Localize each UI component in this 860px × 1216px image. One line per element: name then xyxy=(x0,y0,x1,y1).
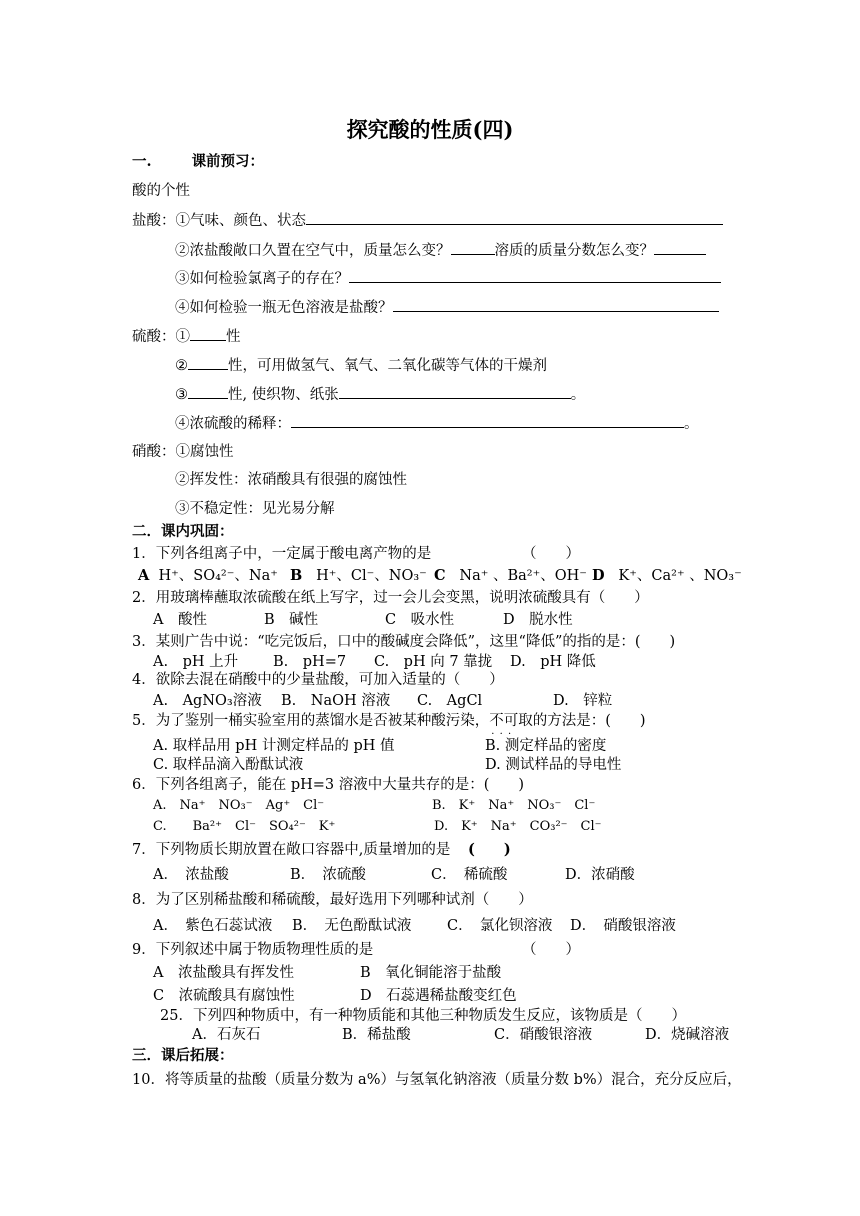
q1-option-c-wrap xyxy=(434,566,587,586)
q25-option-c[interactable]: C．硝酸银溶液 xyxy=(494,1027,593,1043)
h2so4-line-4 xyxy=(175,413,699,434)
q5-stem-a: 5．为了鉴别一桶实验室用的蒸馏水是否被某种酸污染， xyxy=(132,713,490,729)
q5-stem-c: 的方法是：( ) xyxy=(532,713,646,729)
hcl-q2a: ②浓盐酸敞口久置在空气中，质量怎么变？ xyxy=(175,243,451,259)
h2so4-q4-end: 。 xyxy=(684,416,699,432)
h2so4-label: 硫酸： xyxy=(132,329,176,345)
q2-stem: 2．用玻璃棒蘸取浓硫酸在纸上写字，过一会儿会变黑，说明浓硫酸具有（ ） xyxy=(132,590,649,606)
hcl-q4: ④如何检验一瓶无色溶液是盐酸？ xyxy=(175,300,393,316)
q7-paren: ( ) xyxy=(468,841,511,858)
hcl-label: 盐酸： xyxy=(132,213,176,229)
q2-option-c[interactable]: C 吸水性 xyxy=(385,612,455,628)
hcl-line-1 xyxy=(132,210,723,231)
q25-stem: 25．下列四种物质中，有一种物质能和其他三种物质发生反应，该物质是（ ） xyxy=(160,1008,686,1024)
q1-option-c[interactable]: Na⁺ 、Ba²⁺、OH⁻ xyxy=(459,568,587,584)
q4-option-a[interactable]: A. AgNO₃溶液 xyxy=(153,693,262,709)
q9-option-a[interactable]: A 浓盐酸具有挥发性 xyxy=(153,965,294,981)
hno3-line-1 xyxy=(132,442,234,462)
q8-option-b[interactable]: B． 无色酚酞试液 xyxy=(292,918,412,934)
q5-emphasis: 不可取 · · · xyxy=(489,713,533,729)
q3-option-d[interactable]: D. pH 降低 xyxy=(510,654,596,670)
q5-option-c[interactable]: C. 取样品滴入酚酞试液 xyxy=(153,757,304,773)
q6-option-d[interactable]: D. K⁺ Na⁺ CO₃²⁻ Cl⁻ xyxy=(434,819,602,834)
q7-stem: 7．下列物质长期放置在敞口容器中,质量增加的是 xyxy=(132,842,451,858)
q1-option-d[interactable]: K⁺、Ca²⁺ 、NO₃⁻ xyxy=(618,568,742,584)
hno3-p3: ③不稳定性：见光易分解 xyxy=(175,501,335,517)
hno3-label: 硝酸： xyxy=(132,444,176,460)
q6-option-b[interactable]: B. K⁺ Na⁺ NO₃⁻ Cl⁻ xyxy=(432,798,596,813)
q5-stem xyxy=(132,711,646,731)
section-3-heading: 三．课后拓展： xyxy=(132,1047,234,1064)
q8-option-d[interactable]: D． 硝酸银溶液 xyxy=(570,918,676,934)
answer-blank[interactable] xyxy=(393,297,719,312)
q25-option-a[interactable]: A．石灰石 xyxy=(192,1027,261,1043)
intro-text: 酸的个性 xyxy=(132,183,190,199)
h2so4-line-2 xyxy=(175,355,547,376)
q1-option-b-wrap xyxy=(290,566,427,586)
q7-option-b[interactable]: B． 浓硫酸 xyxy=(290,867,366,883)
hcl-line-4 xyxy=(175,297,719,318)
q5-option-a[interactable]: A. 取样品用 pH 计测定样品的 pH 值 xyxy=(153,738,395,754)
h2so4-q1-text: 性 xyxy=(226,329,241,345)
q9-option-c[interactable]: C 浓硫酸具有腐蚀性 xyxy=(153,988,295,1004)
q1-option-b-letter: B xyxy=(290,567,303,584)
answer-blank[interactable] xyxy=(188,355,228,370)
answer-blank[interactable] xyxy=(451,240,495,255)
q1-paren: （ ） xyxy=(522,546,580,562)
answer-blank[interactable] xyxy=(339,384,571,399)
h2so4-q4-text: ④浓硫酸的稀释： xyxy=(175,416,291,432)
q8-option-a[interactable]: A． 紫色石蕊试液 xyxy=(153,918,273,934)
h2so4-line-3 xyxy=(175,384,585,405)
h2so4-q3-end: 。 xyxy=(570,387,586,403)
q7-option-c[interactable]: C． 稀硫酸 xyxy=(431,867,508,883)
q4-option-b[interactable]: B. NaOH 溶液 xyxy=(281,693,391,709)
q1-options xyxy=(138,566,278,586)
q8-stem: 8．为了区别稀盐酸和稀硫酸，最好选用下列哪种试剂（ ） xyxy=(132,892,533,908)
q9-option-d[interactable]: D 石蕊遇稀盐酸变红色 xyxy=(360,988,517,1004)
q1-option-a[interactable]: H⁺、SO₄²⁻、Na⁺ xyxy=(158,568,278,584)
hno3-p2: ②挥发性：浓硝酸具有很强的腐蚀性 xyxy=(175,472,407,488)
answer-blank[interactable] xyxy=(349,268,721,283)
h2so4-q3-num: ③ xyxy=(175,387,188,403)
q4-option-d[interactable]: D. 锌粒 xyxy=(553,693,613,709)
q5-option-b[interactable]: B. 测定样品的密度 xyxy=(485,738,607,754)
answer-blank[interactable] xyxy=(188,384,228,399)
q6-stem: 6．下列各组离子，能在 pH=3 溶液中大量共存的是：( ) xyxy=(132,777,525,793)
q1-stem: 1．下列各组离子中，一定属于酸电离产物的是 xyxy=(132,546,432,562)
q6-option-c[interactable]: C. Ba²⁺ Cl⁻ SO₄²⁻ K⁺ xyxy=(153,819,336,834)
h2so4-q1-num: ① xyxy=(175,329,190,345)
q4-option-c[interactable]: C. AgCl xyxy=(417,693,483,709)
q1-option-b[interactable]: H⁺、Cl⁻、NO₃⁻ xyxy=(316,568,427,584)
section-2-heading: 二．课内巩固： xyxy=(132,523,234,540)
q6-option-a[interactable]: A. Na⁺ NO₃⁻ Ag⁺ Cl⁻ xyxy=(153,798,325,813)
q3-option-a[interactable]: A. pH 上升 xyxy=(153,654,239,670)
q8-option-c[interactable]: C． 氯化钡溶液 xyxy=(447,918,553,934)
q9-option-b[interactable]: B 氧化铜能溶于盐酸 xyxy=(360,965,502,981)
q4-stem: 4．欲除去混在硝酸中的少量盐酸，可加入适量的（ ） xyxy=(132,672,504,688)
h2so4-q3-text: 性, 使织物、纸张 xyxy=(228,387,339,403)
section-1-heading xyxy=(132,152,264,172)
section-1-title: 课前预习： xyxy=(191,153,265,170)
q5-option-d[interactable]: D. 测试样品的导电性 xyxy=(485,757,622,773)
hcl-q3: ③如何检验氯离子的存在？ xyxy=(175,271,349,287)
q1-option-a-letter: A xyxy=(138,567,150,584)
q7-option-a[interactable]: A． 浓盐酸 xyxy=(153,867,229,883)
q25-option-b[interactable]: B．稀盐酸 xyxy=(342,1027,411,1043)
hcl-q2b: 溶质的质量分数怎么变？ xyxy=(494,243,654,259)
q25-option-d[interactable]: D．烧碱溶液 xyxy=(645,1027,730,1043)
q3-option-c[interactable]: C. pH 向 7 靠拢 xyxy=(374,654,493,670)
h2so4-q2-text: 性，可用做氢气、氧气、二氧化碳等气体的干燥剂 xyxy=(228,358,547,374)
q1-option-c-letter: C xyxy=(434,567,446,584)
q2-option-b[interactable]: B 碱性 xyxy=(264,612,319,628)
answer-blank[interactable] xyxy=(306,210,723,225)
answer-blank[interactable] xyxy=(190,326,226,341)
hcl-q1: ①气味、颜色、状态 xyxy=(175,213,306,229)
h2so4-q2-num: ② xyxy=(175,358,188,374)
hno3-p1: ①腐蚀性 xyxy=(175,444,234,460)
q3-option-b[interactable]: B. pH=7 xyxy=(273,654,347,670)
q1-option-d-wrap xyxy=(592,566,742,586)
q2-option-a[interactable]: A 酸性 xyxy=(153,612,207,628)
q2-option-d[interactable]: D 脱水性 xyxy=(503,612,573,628)
q9-stem: 9．下列叙述中属于物质物理性质的是 xyxy=(132,942,374,958)
q3-stem: 3．某则广告中说：“吃完饭后，口中的酸碱度会降低”，这里“降低”的指的是：( ) xyxy=(132,634,676,650)
q9-paren: （ ） xyxy=(522,942,580,958)
h2so4-line-1 xyxy=(132,326,241,347)
answer-blank[interactable] xyxy=(291,413,684,428)
hcl-line-3 xyxy=(175,268,721,289)
section-1-number: 一. xyxy=(132,153,152,170)
q1-option-d-letter: D xyxy=(592,567,605,584)
hcl-line-2 xyxy=(175,240,706,261)
q10-stem: 10．将等质量的盐酸（质量分数为 a%）与氢氧化钠溶液（质量分数 b%）混合，充分反应后， xyxy=(132,1072,742,1088)
answer-blank[interactable] xyxy=(654,240,706,255)
q7-option-d[interactable]: D．浓硝酸 xyxy=(565,867,635,883)
page-title: 探究酸的性质(四) xyxy=(346,117,514,142)
